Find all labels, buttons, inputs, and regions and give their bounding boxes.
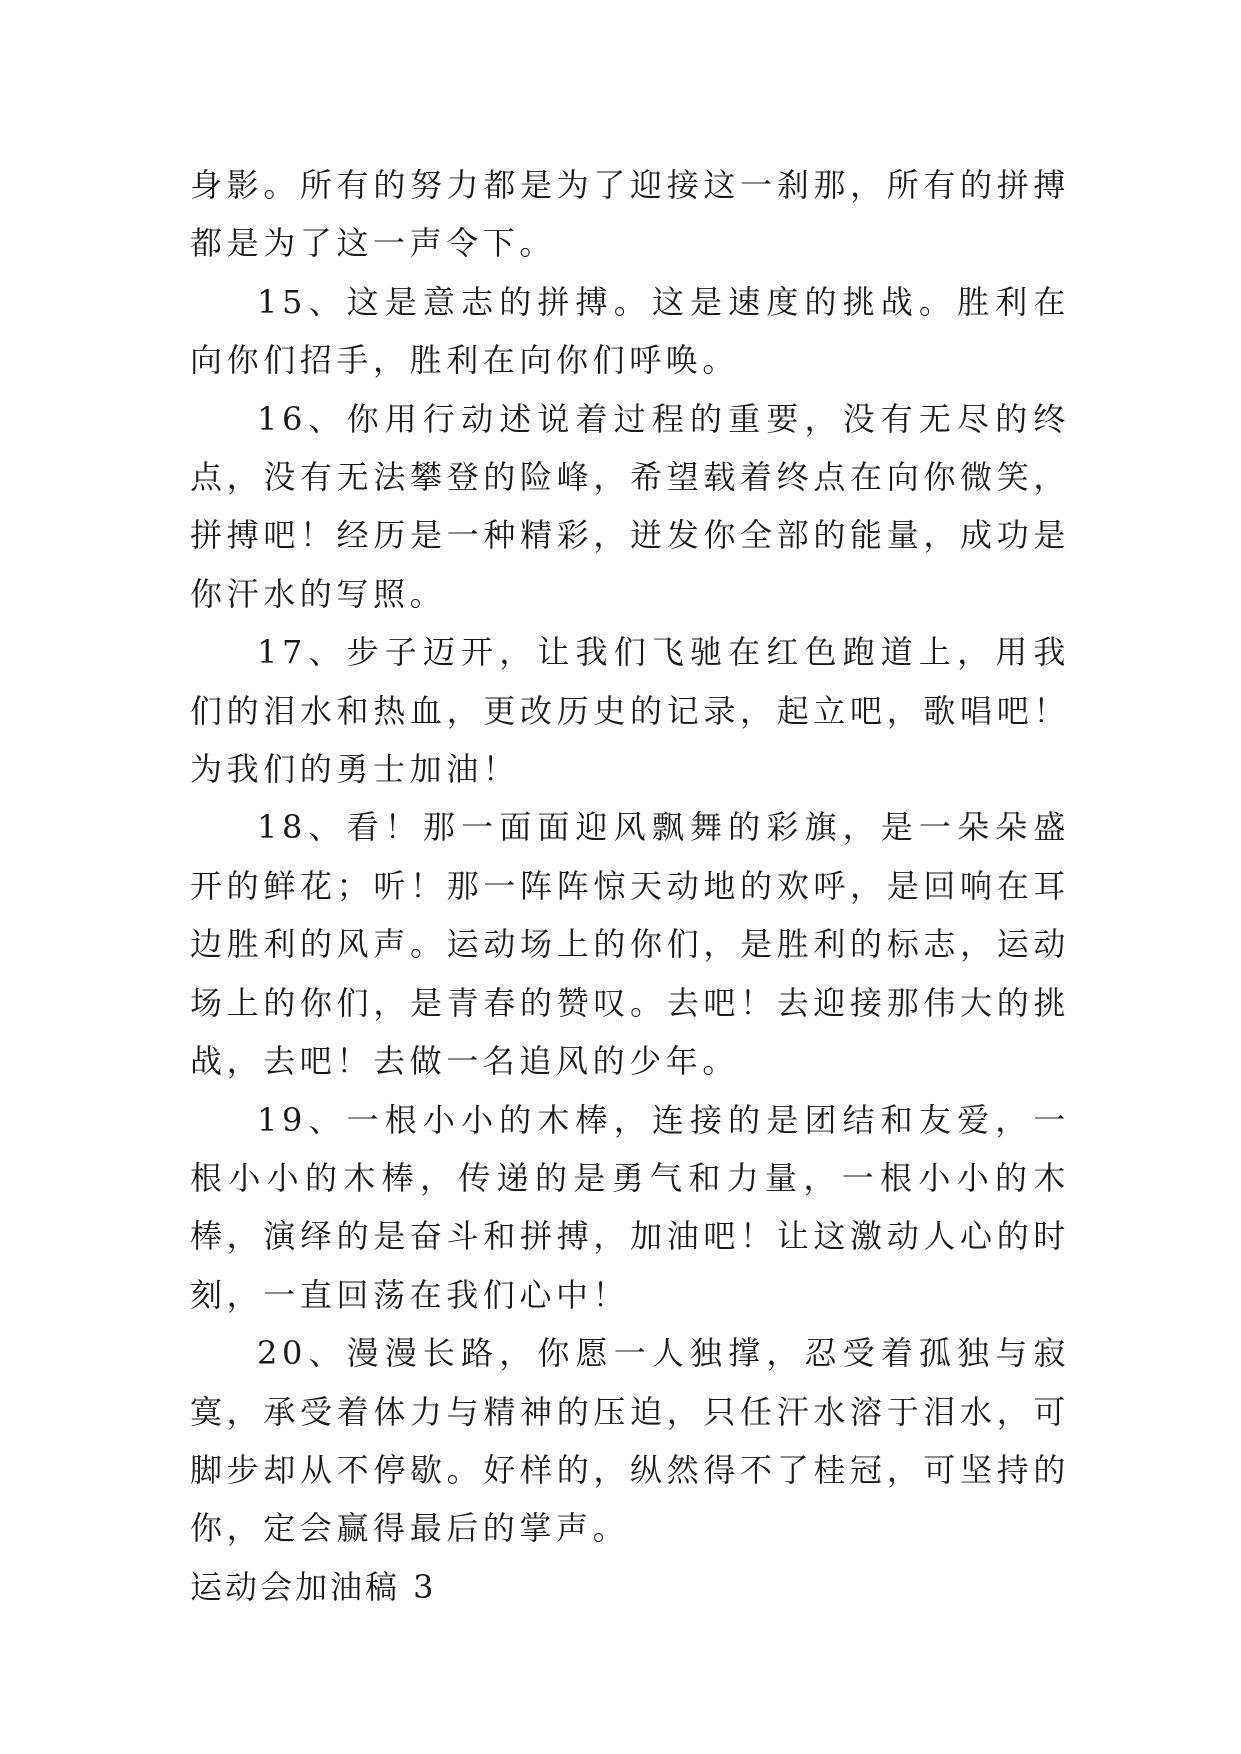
paragraph-item-20: 20、漫漫长路，你愿一人独撑，忍受着孤独与寂寞，承受着体力与精神的压迫，只任汗水溶于泪水，可脚步却从不停歇。好样的，纵然得不了桂冠，可坚持的你，定会赢得最后的掌声。	[190, 1334, 1070, 1548]
document-body	[190, 156, 1070, 1616]
section-heading: 运动会加油稿 3	[190, 1567, 437, 1606]
paragraph-item-17: 17、步子迈开，让我们飞驰在红色跑道上，用我们的泪水和热血，更改历史的记录，起立吧，歌唱吧！为我们的勇士加油！	[190, 633, 1070, 789]
paragraph-item-19: 19、一根小小的木棒，连接的是团结和友爱，一根小小的木棒，传递的是勇气和力量，一根小小的木棒，演绎的是奋斗和拼搏，加油吧！让这激动人心的时刻，一直回荡在我们心中！	[190, 1100, 1070, 1314]
paragraph-item-18: 18、看！那一面面迎风飘舞的彩旗，是一朵朵盛开的鲜花；听！那一阵阵惊天动地的欢呼，是回响在耳边胜利的风声。运动场上的你们，是胜利的标志，运动场上的你们，是青春的赞叹。去吧！去迎接那伟大的挑战，去吧！去做一名追风的少年。	[190, 808, 1070, 1081]
paragraph-continuation: 身影。所有的努力都是为了迎接这一刹那，所有的拼搏都是为了这一声令下。	[190, 166, 1070, 263]
paragraph-item-16: 16、你用行动述说着过程的重要，没有无尽的终点，没有无法攀登的险峰，希望载着终点在向你微笑，拼搏吧！经历是一种精彩，迸发你全部的能量，成功是你汗水的写照。	[190, 399, 1070, 613]
paragraph-item-15: 15、这是意志的拼搏。这是速度的挑战。胜利在向你们招手，胜利在向你们呼唤。	[190, 282, 1070, 380]
